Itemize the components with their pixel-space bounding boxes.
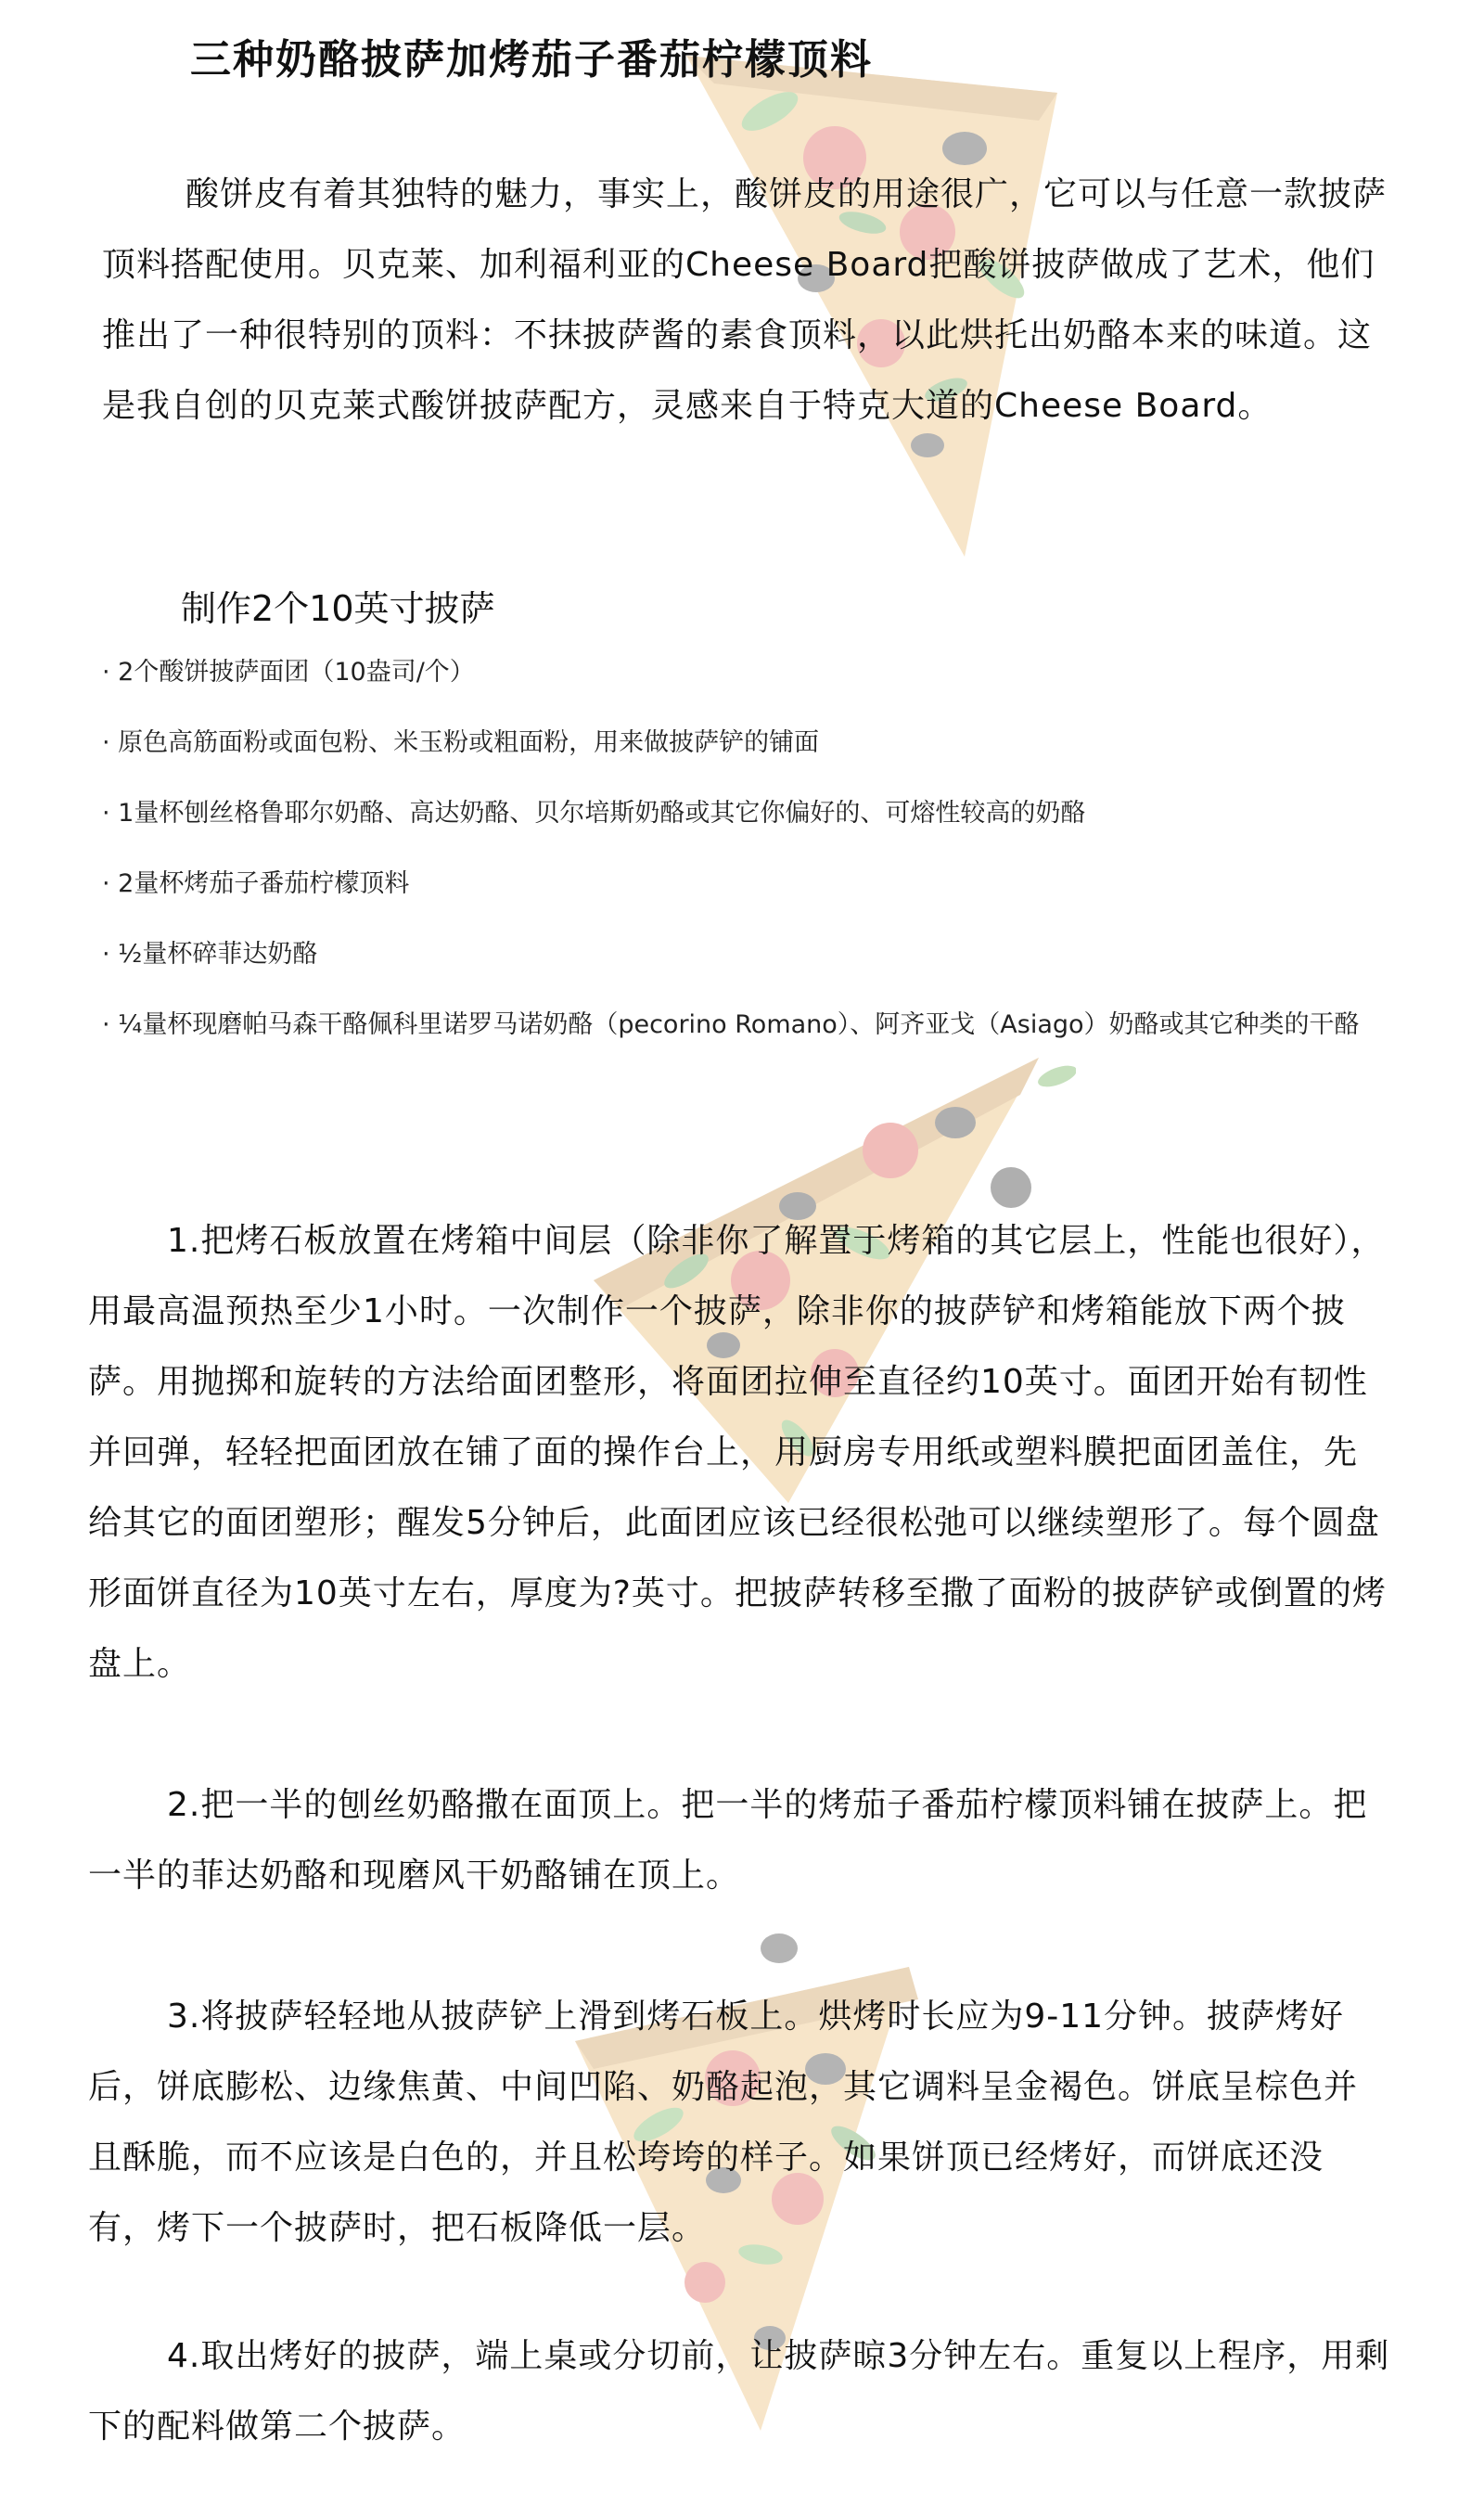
ingredients-heading: 制作2个10英寸披萨 [181, 588, 495, 629]
ingredient-item: · 2个酸饼披萨面团（10盎司/个） [102, 658, 475, 687]
ingredient-item: · 原色高筋面粉或面包粉、米玉粉或粗面粉，用来做披萨铲的铺面 [102, 728, 820, 757]
ingredient-item: · ½量杯碎菲达奶酪 [102, 940, 318, 969]
ingredient-item: · 2量杯烤茄子番茄柠檬顶料 [102, 869, 410, 898]
step-paragraph: 2.把一半的刨丝奶酪撒在面顶上。把一半的烤茄子番茄柠檬顶料铺在披萨上。把一半的菲达奶酪和现磨风干奶酪铺在顶上。 [88, 1786, 1368, 1895]
step-paragraph: 3.将披萨轻轻地从披萨铲上滑到烤石板上。烘烤时长应为9-11分钟。披萨烤好后，饼底膨松、边缘焦黄、中间凹陷、奶酪起泡，其它调料呈金褐色。饼底呈棕色并且酥脆，而不应该是白色的，并且松垮垮的样子。如果饼顶已经烤好，而饼底还没有，烤下一个披萨时，把石板降低一层。 [88, 1998, 1359, 2247]
intro-paragraph: 酸饼皮有着其独特的魅力，事实上，酸饼皮的用途很广，它可以与任意一款披萨顶料搭配使用。贝克莱、加利福利亚的Cheese Board把酸饼披萨做成了艺术，他们推出了一种很特别的顶料：不抹披萨酱的素食顶料，以此烘托出奶酪本来的味道。这是我自创的贝克莱式酸饼披萨配方，灵感来自于特克大道的Cheese Board。 [102, 175, 1388, 425]
step-paragraph: 1.把烤石板放置在烤箱中间层（除非你了解置于烤箱的其它层上，性能也很好），用最高温预热至少1小时。一次制作一个披萨，除非你的披萨铲和烤箱能放下两个披萨。用抛掷和旋转的方法给面团整形，将面团拉伸至直径约10英寸。面团开始有韧性并回弹，轻轻把面团放在铺了面的操作台上，用厨房专用纸或塑料膜把面团盖住，先给其它的面团塑形；醒发5分钟后，此面团应该已经很松弛可以继续塑形了。每个圆盘形面饼直径为10英寸左右，厚度为?英寸。把披萨转移至撒了面粉的披萨铲或倒置的烤盘上。 [88, 1222, 1387, 1683]
ingredient-item: · 1量杯刨丝格鲁耶尔奶酪、高达奶酪、贝尔培斯奶酪或其它你偏好的、可熔性较高的奶酪 [102, 799, 1086, 828]
step-paragraph: 4.取出烤好的披萨，端上桌或分切前，让披萨晾3分钟左右。重复以上程序，用剩下的配料做第二个披萨。 [88, 2337, 1390, 2446]
page-title: 三种奶酪披萨加烤茄子番茄柠檬顶料 [190, 36, 873, 84]
ingredient-item: · ¼量杯现磨帕马森干酪佩科里诺罗马诺奶酪（pecorino Romano）、阿齐亚戈（Asiago）奶酪或其它种类的干酪 [102, 1010, 1360, 1039]
